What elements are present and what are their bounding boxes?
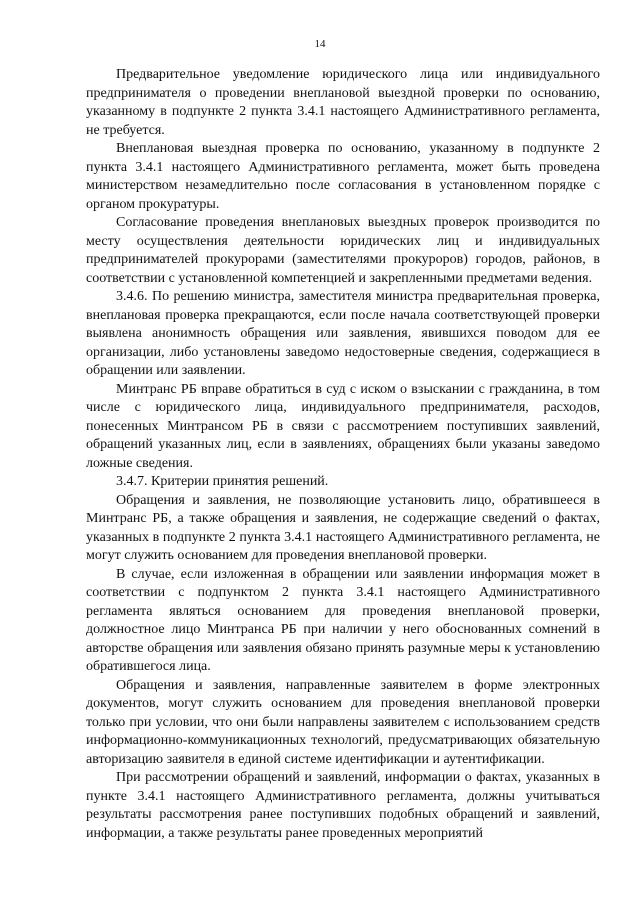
page-number: 14 (314, 38, 326, 50)
paragraph: Обращения и заявления, не позволяющие установить лицо, обратившееся в Минтранс РБ, а также обращения и заявления, не содержащие сведений о фактах, указанных в подпункте 2 пункта 3.4.1 настоящего Административного регламента, не могут служить основанием для проведения внеплановой проверки. (86, 492, 600, 563)
paragraph: Согласование проведения внеплановых выездных проверок производится по месту осуществления деятельности юридических лиц и индивидуальных предпринимателей прокурорами (заместителями прокуроров) городов, районов, в соответствии с установленной компетенцией и закрепленными предметами ведения. (86, 215, 600, 286)
document-body (86, 66, 600, 843)
paragraph: Предварительное уведомление юридического лица или индивидуального предпринимателя о проведении внеплановой выездной проверки по основанию, указанному в подпункте 2 пункта 3.4.1 настоящего Административного регламента, не требуется. (86, 67, 600, 138)
paragraph: Обращения и заявления, направленные заявителем в форме электронных документов, могут служить основанием для проведения внеплановой проверки только при условии, что они были направлены заявителем с использованием средств информационно-коммуникационных технологий, предусматривающих обязательную авторизацию заявителя в единой системе идентификации и аутентификации. (86, 677, 600, 767)
paragraph: Минтранс РБ вправе обратиться в суд с иском о взыскании с гражданина, в том числе с юридического лица, индивидуального предпринимателя, расходов, понесенных Минтрансом РБ в связи с рассмотрением поступивших заявлений, обращений указанных лиц, если в заявлениях, обращениях были указаны заведомо ложные сведения. (86, 381, 600, 471)
paragraph: При рассмотрении обращений и заявлений, информации о фактах, указанных в пункте 3.4.1 настоящего Административного регламента, должны учитываться результаты рассмотрения ранее поступивших подобных обращений и заявлений, информации, а также результаты ранее проведенных мероприятий (86, 770, 600, 841)
paragraph: В случае, если изложенная в обращении или заявлении информация может в соответствии с подпунктом 2 пункта 3.4.1 настоящего Административного регламента являться основанием для проведения внеплановой проверки, должностное лицо Минтранса РБ при наличии у него обоснованных сомнений в авторстве обращения или заявления обязано принять разумные меры к установлению обратившегося лица. (86, 566, 600, 674)
paragraph: 3.4.6. По решению министра, заместителя министра предварительная проверка, внеплановая проверка прекращаются, если после начала соответствующей проверки выявлена анонимность обращения или заявления, явившихся поводом для ее организации, либо установлены заведомо недостоверные сведения, содержащиеся в обращении или заявлении. (86, 289, 600, 378)
paragraph: 3.4.7. Критерии принятия решений. (116, 474, 329, 489)
paragraph: Внеплановая выездная проверка по основанию, указанному в подпункте 2 пункта 3.4.1 настоящего Административного регламента, может быть проведена министерством незамедлительно после согласования в установленном порядке с органом прокуратуры. (86, 141, 600, 212)
